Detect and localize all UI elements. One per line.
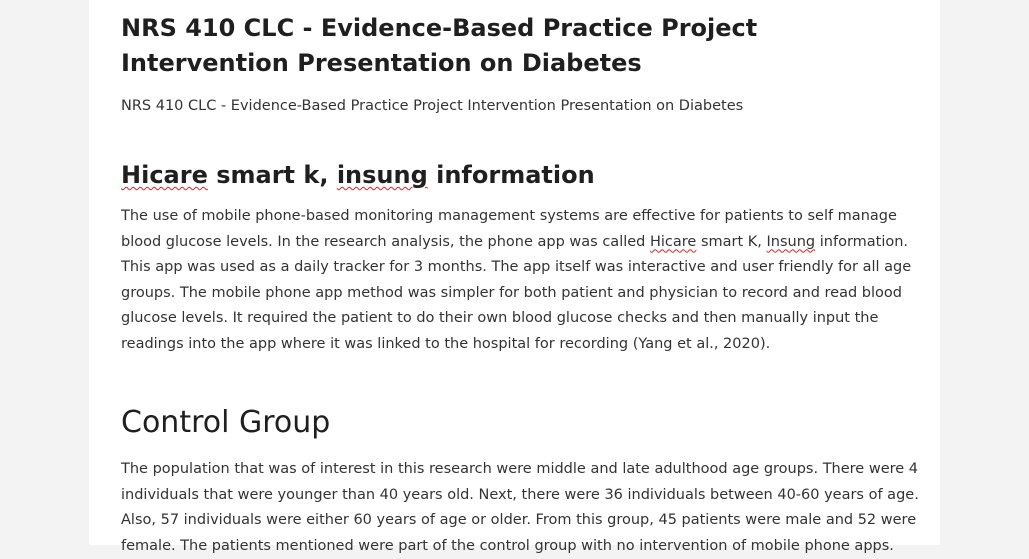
spellcheck-word[interactable]: Insung xyxy=(766,233,816,250)
paragraph-hicare xyxy=(121,204,911,358)
paragraph-line: readings into the app where it was linked to the hospital for recording (Yang et al., 2020). xyxy=(121,335,771,352)
heading-text: smart k, xyxy=(207,161,337,189)
page-subtitle: NRS 410 CLC - Evidence-Based Practice Project Intervention Presentation on Diabetes xyxy=(121,98,744,114)
section-heading-control-group: Control Group xyxy=(121,405,331,440)
heading-text: information xyxy=(427,161,595,189)
paragraph-line xyxy=(121,230,911,256)
text-segment: information. xyxy=(815,233,909,250)
text-segment: smart K, xyxy=(696,233,767,250)
paragraph-line: groups. The mobile phone app method was simpler for both patient and physician to record and read blood xyxy=(121,284,902,301)
paragraph-control-group xyxy=(121,457,919,559)
paragraph-line: This app was used as a daily tracker for 3 months. The app itself was interactive and user friendly for all age xyxy=(121,259,912,276)
paragraph-line: Also, 57 individuals were either 60 years of age or older. From this group, 45 patients were male and 52 were xyxy=(121,512,917,529)
page-title: NRS 410 CLC - Evidence-Based Practice Project Intervention Presentation on Diabetes xyxy=(121,14,758,77)
paragraph-line: female. The patients mentioned were part of the control group with no intervention of mobile phone apps. xyxy=(121,537,894,554)
spellcheck-word[interactable]: Hicare xyxy=(121,161,208,189)
section-heading-hicare xyxy=(121,157,595,193)
paragraph-line: The population that was of interest in this research were middle and late adulthood age groups. There were 4 xyxy=(121,461,919,477)
paragraph-line: individuals that were younger than 40 years old. Next, there were 36 individuals between 40-60 years of age. xyxy=(121,486,919,503)
text-segment: blood glucose levels. In the research analysis, the phone app was called xyxy=(121,233,650,250)
paragraph-line: glucose levels. It required the patient to do their own blood glucose checks and then manually input the xyxy=(121,310,879,327)
spellcheck-word[interactable]: Hicare xyxy=(650,233,697,250)
spellcheck-word[interactable]: insung xyxy=(336,161,428,189)
document-page xyxy=(89,0,940,554)
paragraph-line: The use of mobile phone-based monitoring management systems are effective for patients to self manage xyxy=(121,208,897,224)
